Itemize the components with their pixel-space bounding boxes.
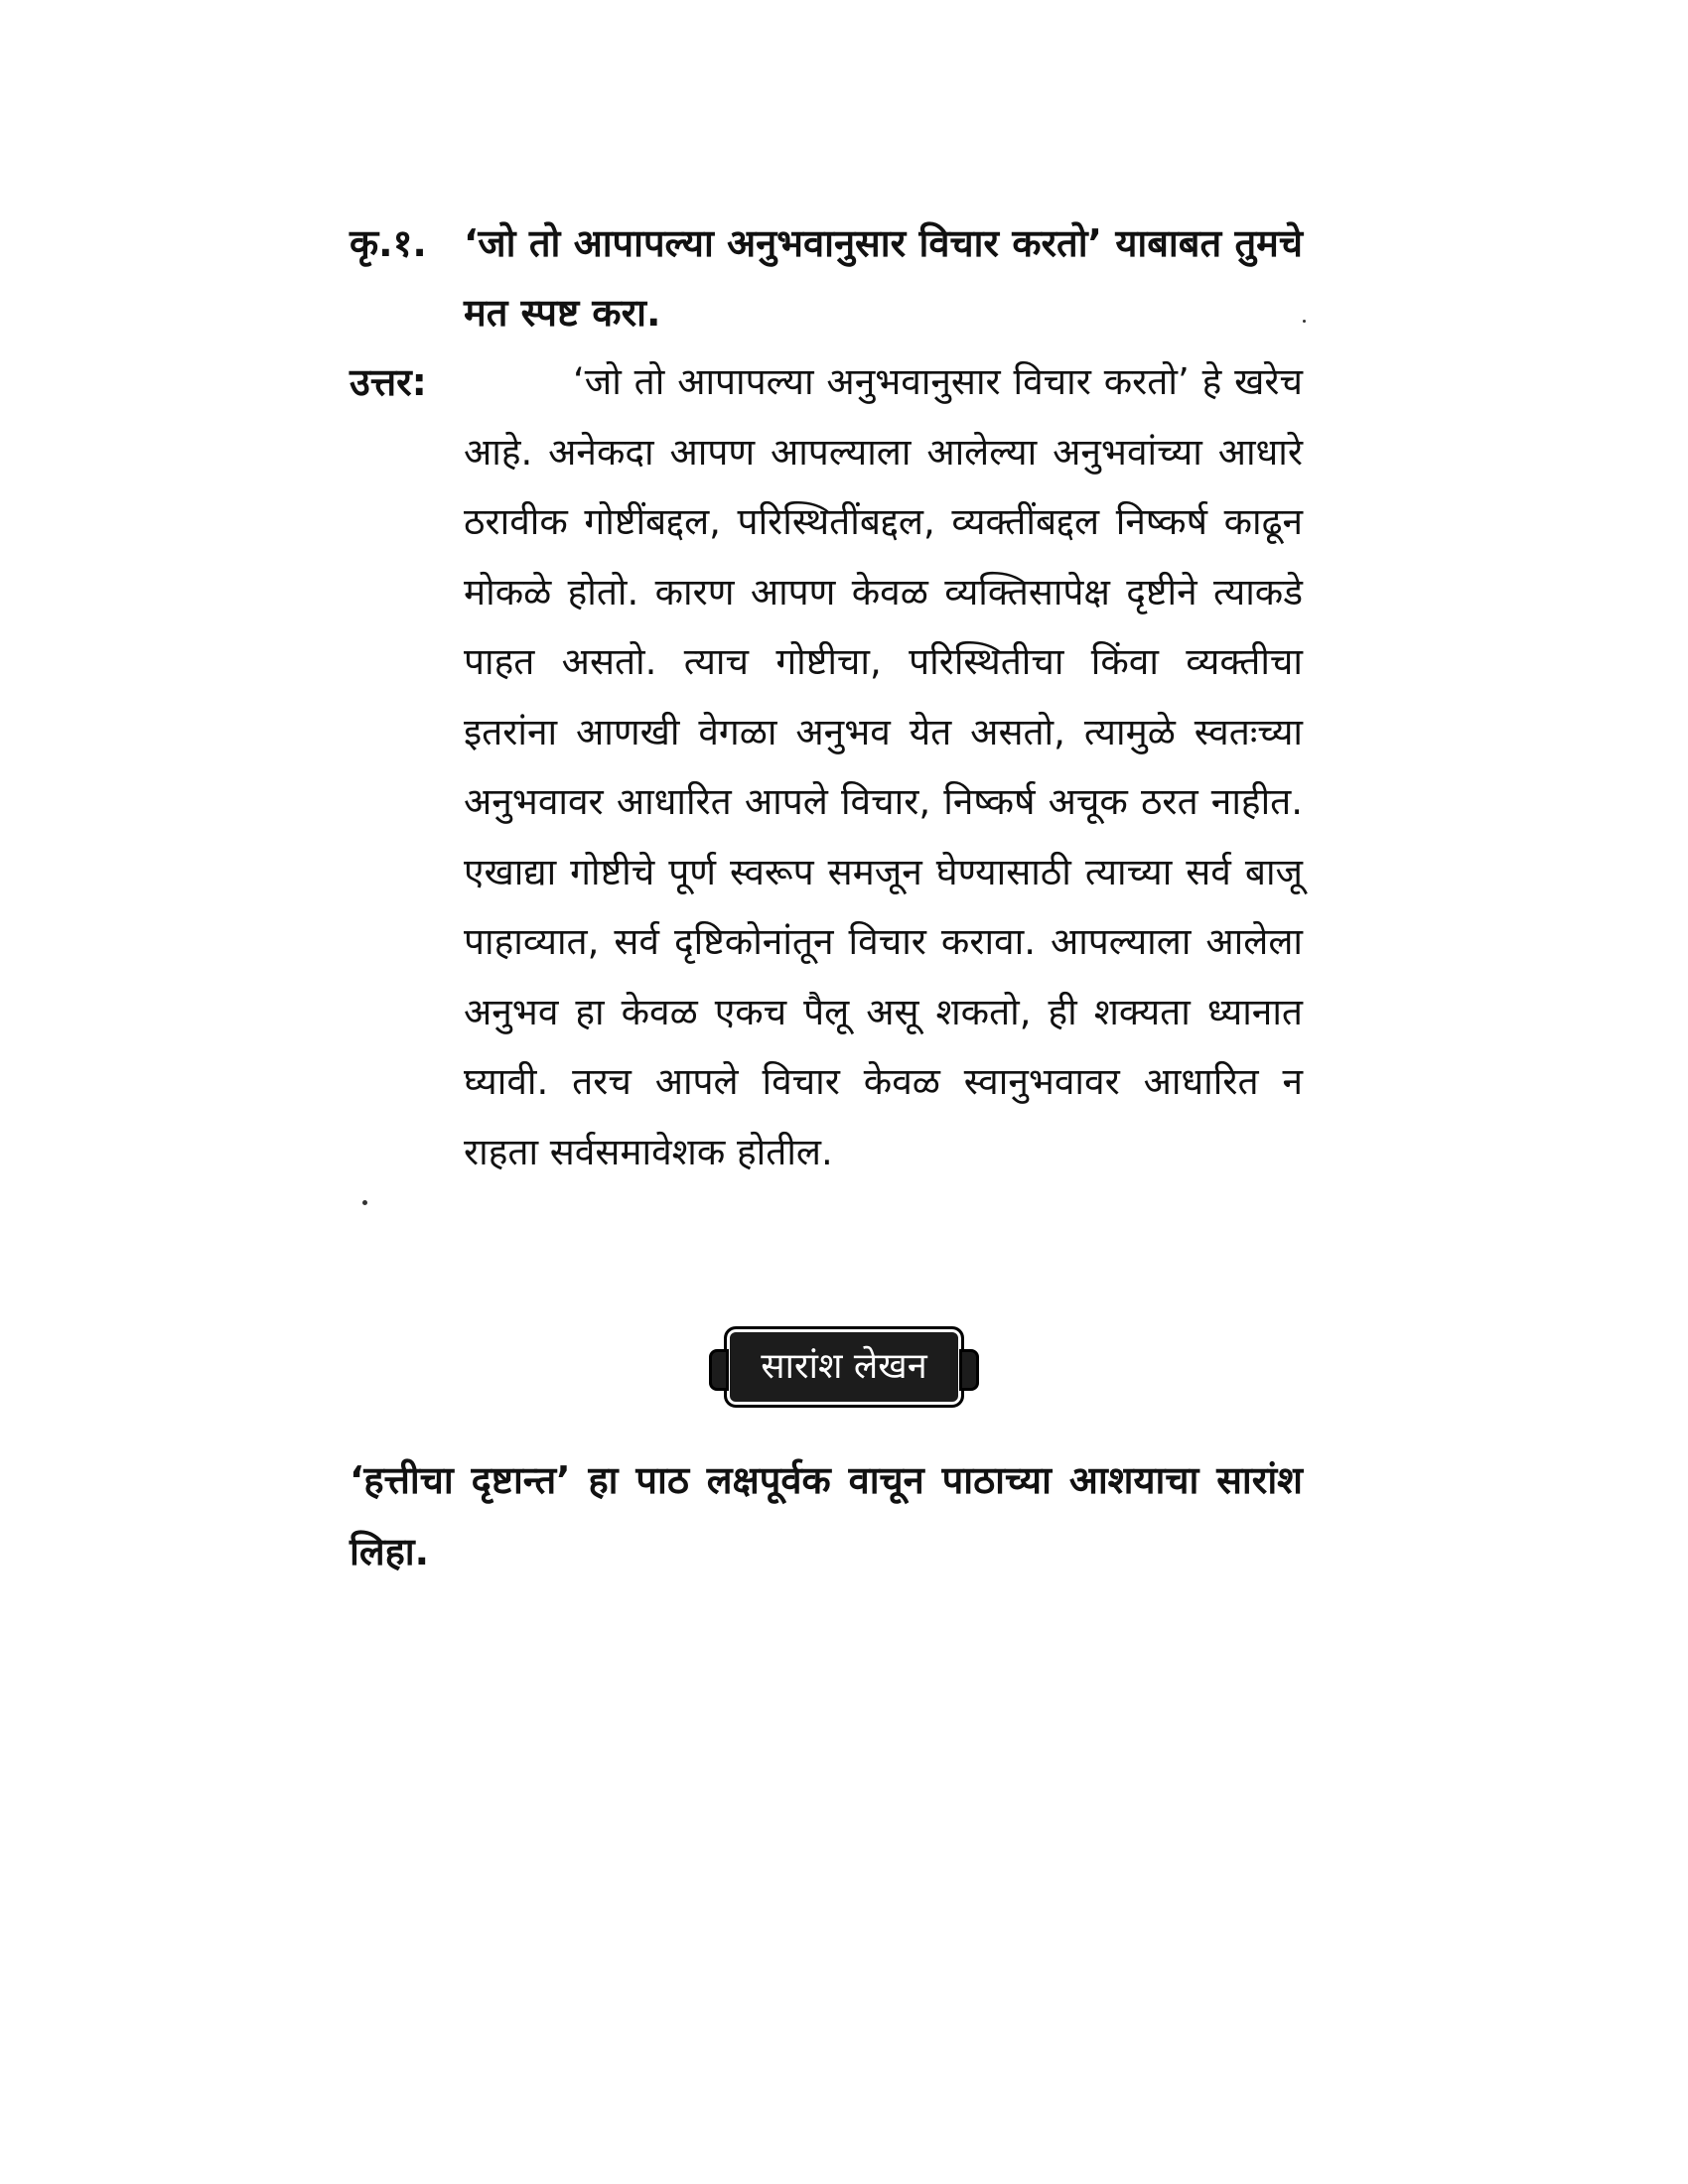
answer-label: उत्तर: [350,360,427,404]
answer-text: ‘जो तो आपापल्या अनुभवानुसार विचार करतो’ हे खरेच आहे. अनेकदा आपण आपल्याला आलेल्या अनुभवांच्या आधारे ठरावीक गोष्टींबद्दल, परिस्थितींबद्दल, व्यक्तींबद्दल निष्कर्ष काढून मोकळे होतो. कारण आपण केवळ व्यक्तिसापेक्ष दृष्टीने त्याकडे पाहत असतो. त्याच गोष्टीचा, परिस्थितीचा किंवा व्यक्तीचा इतरांना आणखी वेगळा अनुभव येत असतो, त्यामुळे स्वतःच्या अनुभवावर आधारित आपले विचार, निष्कर्ष अचूक ठरत नाहीत. एखाद्या गोष्टीचे पूर्ण स्वरूप समजून घेण्यासाठी त्याच्या सर्व बाजू पाहाव्यात, सर्व दृष्टिकोनांतून विचार करावा. आपल्याला आलेला अनुभव हा केवळ एकच पैलू असू शकतो, ही शक्यता ध्यानात घ्यावी. तरच आपले विचार केवळ स्वानुभवावर आधारित न राहता सर्वसमावेशक होतील. [464,360,1303,1173]
section-badge [724,1326,963,1408]
section-badge-label: सारांश लेखन [761,1346,927,1387]
question-block [350,208,1303,347]
question-text: ‘जो तो आपापल्या अनुभवानुसार विचार करतो’ याबाबत तुमचे मत स्पष्ट करा. [464,221,1303,335]
task-instruction: ‘हत्तीचा दृष्टान्त’ हा पाठ लक्षपूर्वक वाचून पाठाच्या आशयाचा सारांश लिहा. [350,1458,1303,1573]
answer-block [350,347,1303,1187]
question-number: कृ.१. [350,221,427,265]
section-heading [0,1326,1688,1408]
scan-speck [1303,320,1306,323]
scan-speck [362,1200,367,1205]
